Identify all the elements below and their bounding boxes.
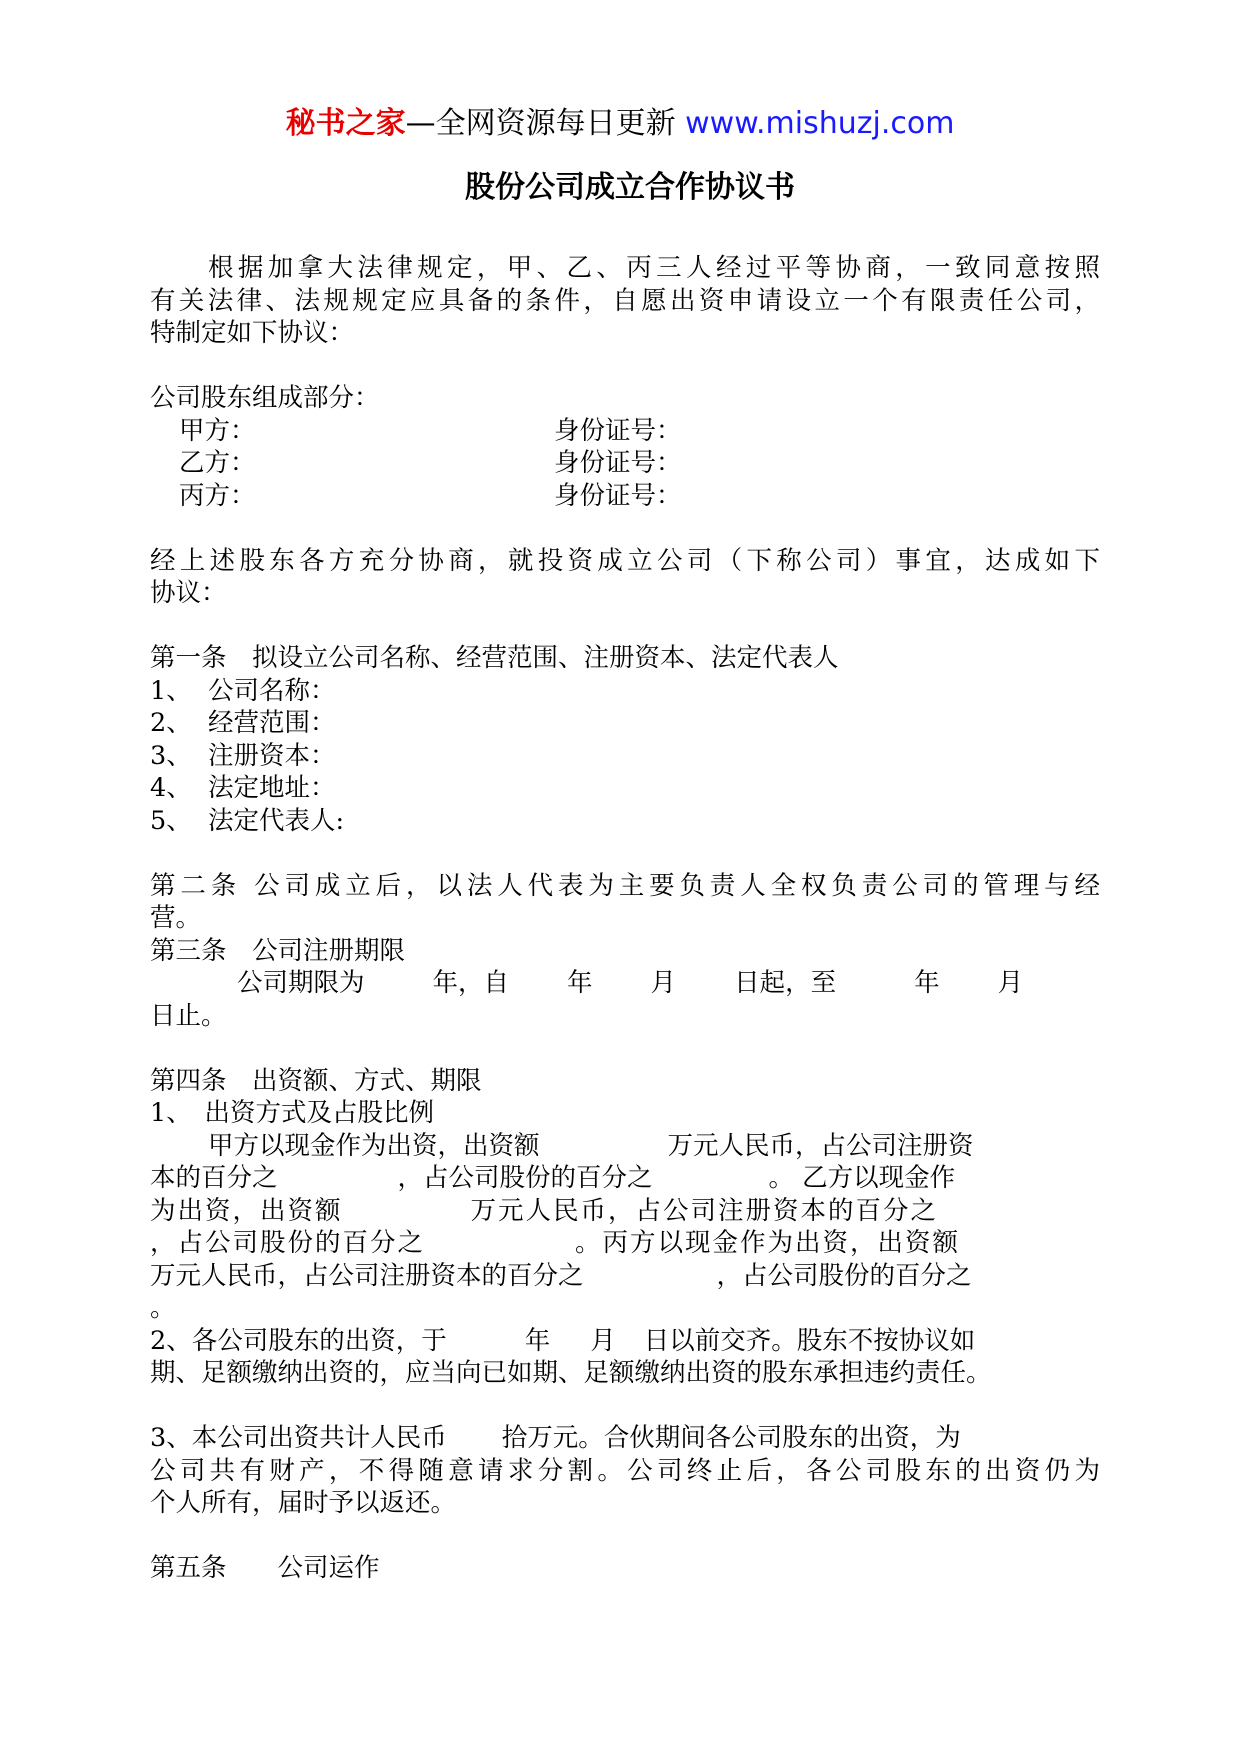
- item-number: 1、: [150, 675, 192, 706]
- shareholders-heading: 公司股东组成部分：: [150, 383, 380, 413]
- contribution-line: [150, 1227, 1100, 1260]
- contribution-line: [150, 1195, 1100, 1228]
- article-1-item: [150, 740, 1100, 773]
- article-1-item: [150, 772, 1100, 805]
- item-text: 注册资本：: [208, 740, 336, 771]
- deadline-text: 日以前交齐。股东不按协议如: [643, 1325, 976, 1356]
- contribution-text: ，占公司股份的百分之: [150, 1228, 426, 1258]
- intro-line-1: 根据加拿大法律规定，甲、乙、丙三人经过平等协商，一致同意按照: [208, 253, 1100, 283]
- document-body: [150, 252, 1100, 1585]
- article-4-heading: 第四条 出资额、方式、期限: [150, 1065, 482, 1096]
- party-id-label: 身份证号：: [554, 415, 682, 446]
- deadline-text: 月: [590, 1325, 616, 1356]
- article-2-line-1: 第二条 公司成立后，以法人代表为主要负责人全权负责公司的管理与经: [150, 870, 1100, 901]
- item-text: 法定代表人:: [208, 805, 345, 836]
- contribution-text: 。: [150, 1293, 176, 1323]
- intro-line-3: 特制定如下协议：: [150, 318, 355, 348]
- item-text: 公司名称：: [208, 675, 336, 706]
- term-text: 年: [914, 968, 940, 998]
- article-1-item: [150, 805, 1100, 838]
- term-text: 日起，至: [734, 968, 837, 998]
- contribution-text: ，占公司股份的百分之: [716, 1260, 972, 1291]
- party-label: 甲方：: [179, 415, 256, 446]
- total-capital-line: 个人所有，届时予以返还。: [150, 1488, 457, 1518]
- article-3-term-end: 日止。: [150, 1000, 227, 1031]
- payment-deadline-line: [150, 1357, 1100, 1390]
- article-1-heading: 第一条 拟设立公司名称、经营范围、注册资本、法定代表人: [150, 643, 839, 673]
- article-4-sub1: 1、 出资方式及占股比例: [150, 1098, 434, 1128]
- intro-line-2: 有关法律、法规规定应具备的条件，自愿出资申请设立一个有限责任公司，: [150, 285, 1100, 316]
- document-title: 股份公司成立合作协议书: [465, 170, 795, 205]
- article-1-item: [150, 675, 1100, 708]
- contribution-line: [150, 1292, 1100, 1325]
- article-5-heading: 第五条 公司运作: [150, 1553, 380, 1583]
- deadline-text: 2、各公司股东的出资，于: [150, 1325, 447, 1356]
- contribution-line: [150, 1260, 1100, 1293]
- agree-line-2: 协议：: [150, 578, 227, 608]
- party-row: [150, 480, 1100, 513]
- term-text: 公司期限为: [237, 968, 365, 998]
- contribution-text: ，占公司股份的百分之: [397, 1163, 653, 1193]
- payment-deadline-line: [150, 1325, 1100, 1358]
- contribution-text: 万元人民币，占公司注册资本的百分之: [150, 1260, 584, 1291]
- capital-text: 3、本公司出资共计人民币: [150, 1423, 447, 1453]
- agree-line-1: 经上述股东各方充分协商，就投资成立公司（下称公司）事宜，达成如下: [150, 545, 1100, 576]
- term-text: 年，自: [432, 968, 510, 998]
- term-text: 月: [997, 968, 1024, 998]
- total-capital-line: 公司共有财产，不得随意请求分割。公司终止后，各公司股东的出资仍为: [150, 1455, 1100, 1486]
- contribution-line: [150, 1130, 1100, 1163]
- article-3-term: [150, 967, 1100, 1000]
- item-text: 法定地址：: [208, 773, 336, 803]
- article-2-line-2: 营。: [150, 903, 202, 933]
- item-number: 3、: [150, 740, 192, 771]
- capital-text: 拾万元。合伙期间各公司股东的出资，为: [501, 1423, 961, 1453]
- contribution-line: [150, 1162, 1100, 1195]
- site-url-link[interactable]: www.mishuzj.com: [685, 106, 955, 141]
- contribution-text: 甲方以现金作为出资，出资额: [208, 1130, 540, 1161]
- party-id-label: 身份证号：: [554, 480, 682, 511]
- contribution-text: 为出资，出资额: [150, 1195, 343, 1226]
- contribution-text: 。 乙方以现金作: [768, 1163, 956, 1193]
- deadline-text: 期、足额缴纳出资的，应当向已如期、足额缴纳出资的股东承担违约责任。: [150, 1358, 992, 1388]
- party-row: [150, 447, 1100, 480]
- item-number: 2、: [150, 708, 192, 738]
- party-row: [150, 415, 1100, 448]
- article-3-heading: 第三条 公司注册期限: [150, 935, 406, 966]
- item-number: 5、: [150, 805, 192, 836]
- party-label: 丙方：: [179, 480, 256, 511]
- total-capital-line: [150, 1422, 1100, 1455]
- item-number: 4、: [150, 773, 192, 803]
- party-label: 乙方：: [179, 448, 256, 478]
- term-text: 年: [567, 968, 593, 998]
- item-text: 经营范围：: [208, 708, 336, 738]
- contribution-text: 万元人民币，占公司注册资: [667, 1130, 974, 1161]
- deadline-text: 年: [524, 1325, 551, 1356]
- header-tagline: —全网资源每日更新: [405, 106, 676, 141]
- article-1-item: [150, 707, 1100, 740]
- term-text: 月: [650, 968, 677, 998]
- site-header: [0, 104, 1240, 144]
- contribution-text: 。丙方以现金作为出资，出资额: [575, 1228, 961, 1258]
- contribution-text: 本的百分之: [150, 1163, 278, 1193]
- brand-name: 秘书之家: [285, 106, 406, 141]
- party-id-label: 身份证号：: [554, 448, 682, 478]
- contribution-text: 万元人民币，占公司注册资本的百分之: [470, 1195, 939, 1226]
